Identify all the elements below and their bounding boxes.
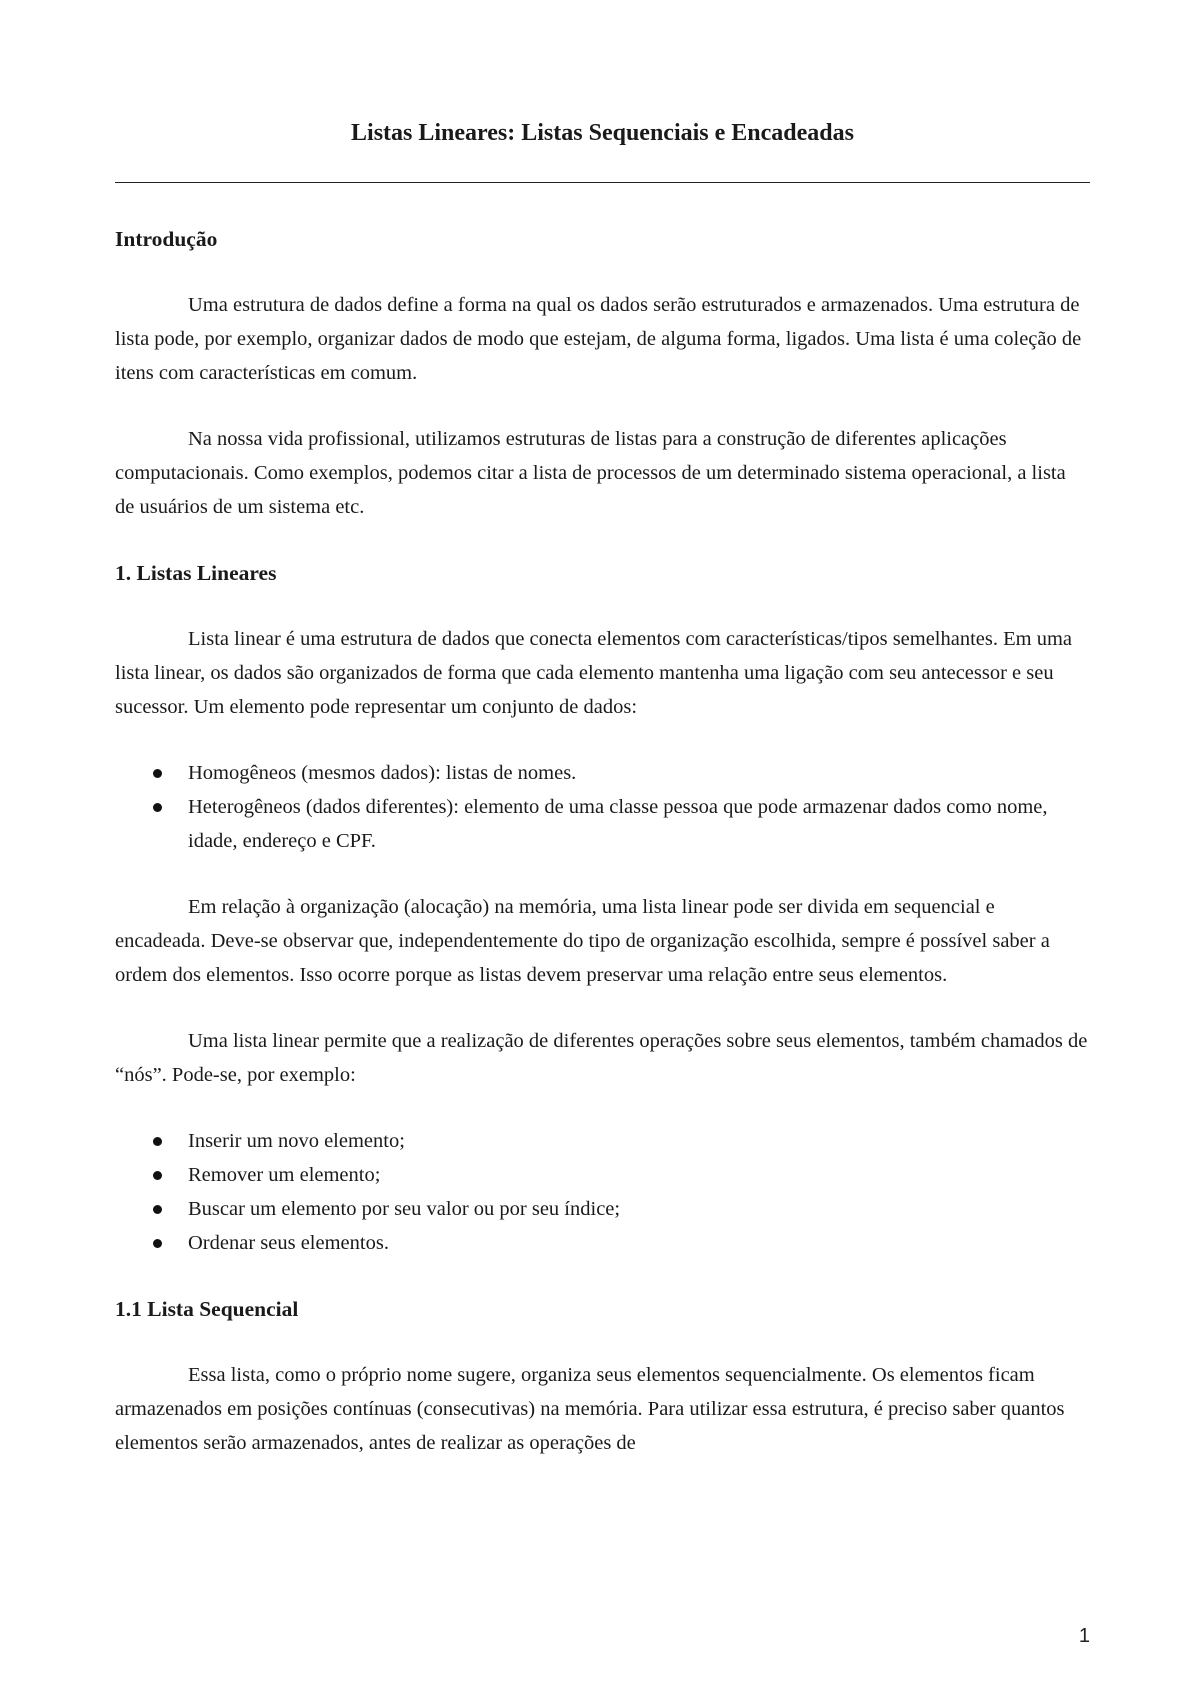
bullet-icon (153, 803, 162, 812)
list-item (115, 1124, 1090, 1158)
data-types-list (115, 756, 1090, 858)
paragraph: Uma estrutura de dados define a forma na qual os dados serão estruturados e armazenados. Uma estrutura de lista pode, por exemplo, organizar dados de modo que estejam, de alguma forma, ligados. Uma lista é uma coleção de itens com características em comum. (115, 294, 1082, 384)
list-item (115, 1158, 1090, 1192)
bullet-icon (153, 1171, 162, 1180)
title-divider (115, 182, 1090, 183)
document-title: Listas Lineares: Listas Sequenciais e Encadeadas (351, 120, 854, 146)
paragraph: Uma lista linear permite que a realização de diferentes operações sobre seus elementos, também chamados de “nós”. Pode-se, por exemplo: (115, 1030, 1088, 1086)
list-item (115, 1226, 1090, 1260)
bullet-icon (153, 769, 162, 778)
paragraph: Em relação à organização (alocação) na memória, uma lista linear pode ser divida em sequencial e encadeada. Deve-se observar que, independentemente do tipo de organização escolhida, sempre é possível saber a ordem dos elementos. Isso ocorre porque as listas devem preservar uma relação entre seus elementos. (115, 896, 1050, 986)
bullet-icon (153, 1205, 162, 1214)
list-item-text: Buscar um elemento por seu valor ou por seu índice; (188, 1198, 621, 1220)
list-item (115, 756, 1090, 790)
section-heading-lista-sequencial: 1.1 Lista Sequencial (115, 1297, 299, 1321)
list-item-text: Heterogêneos (dados diferentes): elemento de uma classe pessoa que pode armazenar dados como nome, idade, endereço e CPF. (188, 796, 1048, 852)
document-page (115, 0, 1090, 1697)
operations-list (115, 1124, 1090, 1260)
document-body (115, 222, 1090, 1460)
list-item-text: Homogêneos (mesmos dados): listas de nomes. (188, 762, 577, 784)
list-item-text: Ordenar seus elementos. (188, 1232, 389, 1254)
list-item (115, 790, 1090, 858)
section-heading-listas-lineares: 1. Listas Lineares (115, 561, 277, 585)
paragraph: Na nossa vida profissional, utilizamos estruturas de listas para a construção de diferentes aplicações computacionais. Como exemplos, podemos citar a lista de processos de um determinado sistema operacional, a lista de usuários de um sistema etc. (115, 428, 1066, 518)
list-item-text: Remover um elemento; (188, 1164, 381, 1186)
page-number: 1 (1078, 1625, 1090, 1647)
bullet-icon (153, 1239, 162, 1248)
list-item (115, 1192, 1090, 1226)
bullet-icon (153, 1137, 162, 1146)
list-item-text: Inserir um novo elemento; (188, 1130, 405, 1152)
paragraph: Essa lista, como o próprio nome sugere, organiza seus elementos sequencialmente. Os elementos ficam armazenados em posições contínuas (consecutivas) na memória. Para utilizar essa estrutura, é preciso saber quantos elementos serão armazenados, antes de realizar as operações de (115, 1364, 1065, 1454)
section-heading-introducao: Introdução (115, 227, 218, 251)
paragraph: Lista linear é uma estrutura de dados que conecta elementos com características/tipos semelhantes. Em uma lista linear, os dados são organizados de forma que cada elemento mantenha uma ligação com seu antecessor e seu sucessor. Um elemento pode representar um conjunto de dados: (115, 628, 1073, 718)
